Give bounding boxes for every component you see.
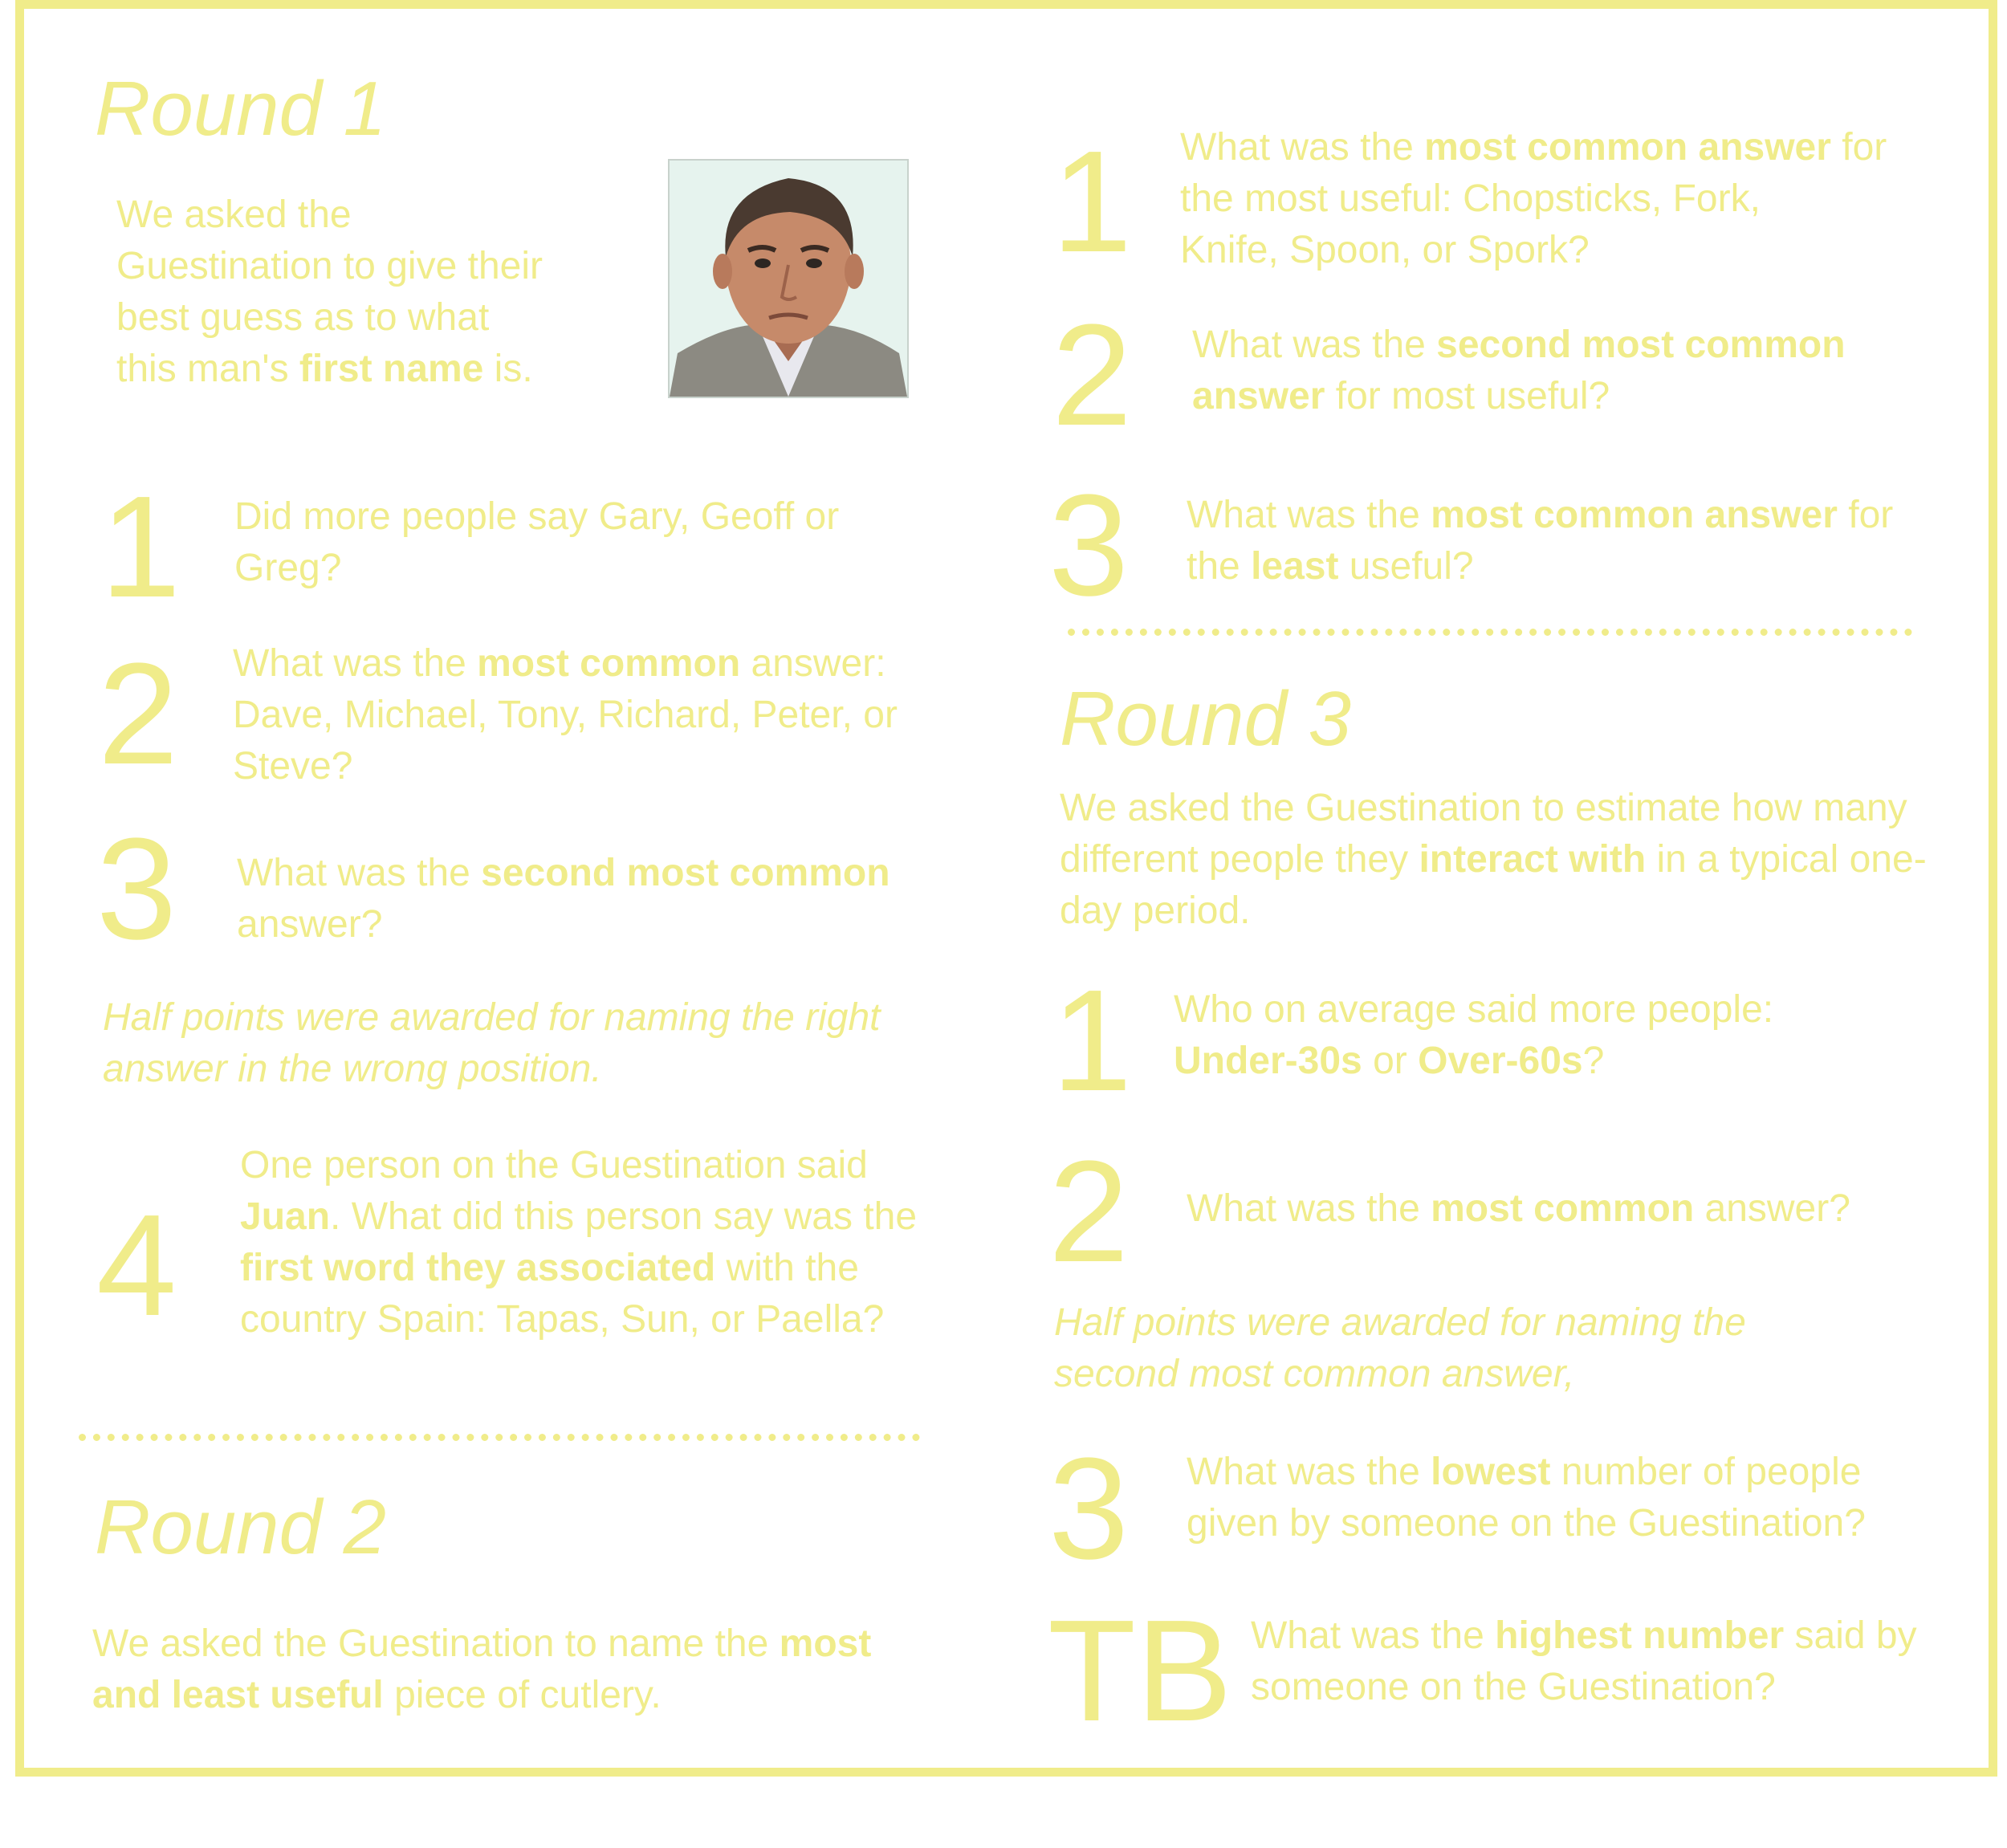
man-portrait-icon [668,159,909,398]
round2-divider [1068,629,1912,636]
round1-intro: We asked the Guestination to give their best guess as to what this man's first name is. [116,193,543,390]
round1-q1-number: 1 [100,466,181,628]
round3-tiebreak-text: What was the highest number said by someone on the Guestination? [1251,1614,1917,1708]
round1-q1-text: Did more people say Gary, Geoff or Greg? [234,495,840,589]
round1-q3-text: What was the second most common answer? [237,852,890,946]
round1-q2-number: 2 [98,633,179,795]
round1-q3-number: 3 [96,808,177,970]
round1-divider [79,1434,920,1441]
round1-q2-text: What was the most common answer: Dave, Michael, Tony, Richard, Peter, or Steve? [233,642,898,788]
round1-q4-number: 4 [96,1185,177,1346]
round3-q3-number: 3 [1048,1428,1130,1590]
round2-q3-number: 3 [1048,465,1130,626]
round1-q4-text: One person on the Guestination said Juan. What did this person say was the first word they associated with the country Spain: Tapas, Sun, or Paella? [240,1144,918,1341]
round3-tiebreak-label: TB [1048,1590,1233,1752]
round3-q2-text: What was the most common answer? [1187,1187,1850,1230]
round1-title: Round 1 [95,66,386,152]
round2-q2-number: 2 [1052,295,1133,456]
round3-intro: We asked the Guestination to estimate how many different people they interact with in a typical one- day period. [1060,787,1927,932]
round2-q1-number: 1 [1052,121,1133,283]
round3-q1-number: 1 [1052,960,1133,1121]
round2-q3-text: What was the most common answer for the least useful? [1187,494,1894,588]
round3-q3-text: What was the lowest number of people given by someone on the Guestination? [1187,1451,1866,1545]
round2-intro: We asked the Guestination to name the most and least useful piece of cutlery. [92,1622,872,1716]
round3-q1-text: Who on average said more people: Under-30s or Over-60s? [1174,988,1774,1082]
round3-q2-number: 2 [1048,1131,1130,1292]
round3-title: Round 3 [1060,676,1351,762]
round3-note: Half points were awarded for naming the second most common answer, [1054,1301,1746,1395]
round2-title: Round 2 [95,1484,386,1570]
round2-q2-text: What was the second most common answer for most useful? [1192,324,1846,417]
round2-q1-text: What was the most common answer for the most useful: Chopsticks, Fork, Knife, Spoon, or Spork? [1180,126,1887,271]
round1-note: Half points were awarded for naming the right answer in the wrong position. [103,996,881,1090]
